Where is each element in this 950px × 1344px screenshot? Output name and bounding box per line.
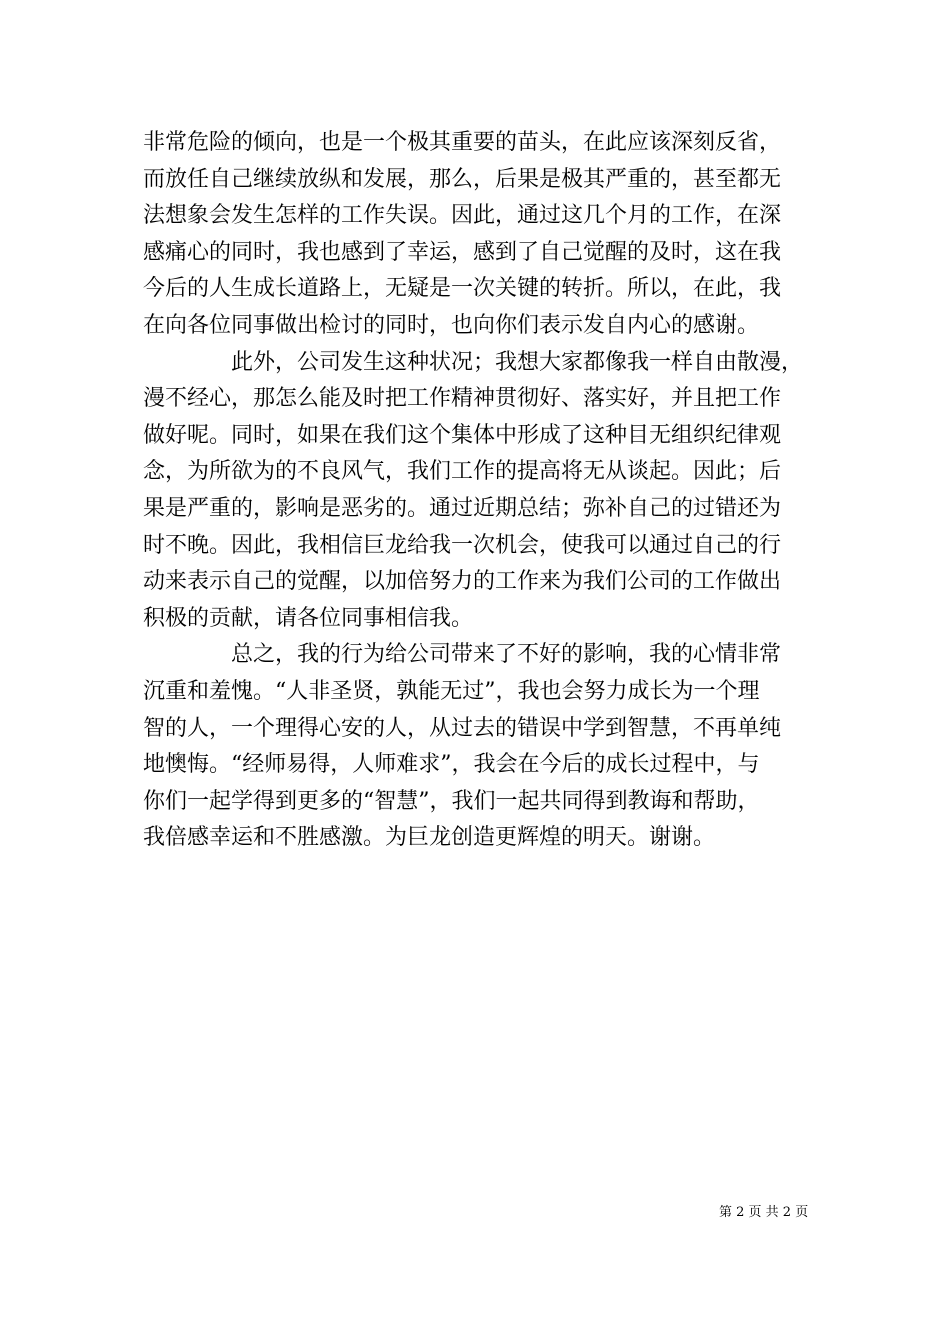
text-line: 我倍感幸运和不胜感激。为巨龙创造更辉煌的明天。谢谢。 — [143, 825, 716, 851]
text-line: 智的人，一个理得心安的人，从过去的错误中学到智慧，不再单纯 — [143, 715, 782, 741]
text-line: 非常危险的倾向，也是一个极其重要的苗头，在此应该深刻反省， — [143, 130, 782, 155]
body-text — [143, 125, 809, 857]
text-line: 此外，公司发生这种状况；我想大家都像我一样自由散漫， — [143, 349, 804, 375]
text-line: 地懊悔。“经师易得，人师难求”，我会在今后的成长过程中，与 — [143, 752, 760, 778]
text-line: 而放任自己继续放纵和发展，那么，后果是极其严重的，甚至都无 — [143, 166, 782, 192]
text-line: 积极的贡献，请各位同事相信我。 — [143, 605, 474, 631]
text-line: 今后的人生成长道路上，无疑是一次关键的转折。所以，在此，我 — [143, 276, 782, 302]
text-line: 在向各位同事做出检讨的同时，也向你们表示发自内心的感谢。 — [143, 312, 760, 338]
text-line: 念，为所欲为的不良风气，我们工作的提高将无从谈起。因此；后 — [143, 459, 782, 485]
text-line: 做好呢。同时，如果在我们这个集体中形成了这种目无组织纪律观 — [143, 422, 782, 448]
text-line: 总之，我的行为给公司带来了不好的影响，我的心情非常 — [143, 642, 782, 668]
text-line: 法想象会发生怎样的工作失误。因此，通过这几个月的工作，在深 — [143, 203, 782, 229]
text-line: 漫不经心，那怎么能及时把工作精神贯彻好、落实好，并且把工作 — [143, 386, 782, 412]
text-line: 沉重和羞愧。“人非圣贤，孰能无过”，我也会努力成长为一个理 — [143, 678, 760, 704]
text-line: 感痛心的同时，我也感到了幸运，感到了自己觉醒的及时，这在我 — [143, 239, 782, 265]
text-line: 果是严重的，影响是恶劣的。通过近期总结；弥补自己的过错还为 — [143, 495, 782, 521]
text-line: 时不晚。因此，我相信巨龙给我一次机会，使我可以通过自己的行 — [143, 532, 782, 558]
text-line: 你们一起学得到更多的“智慧”，我们一起共同得到教诲和帮助， — [143, 788, 760, 814]
page-number-footer: 第 2 页 共 2 页 — [719, 1205, 809, 1220]
text-line: 动来表示自己的觉醒，以加倍努力的工作来为我们公司的工作做出 — [143, 569, 782, 595]
